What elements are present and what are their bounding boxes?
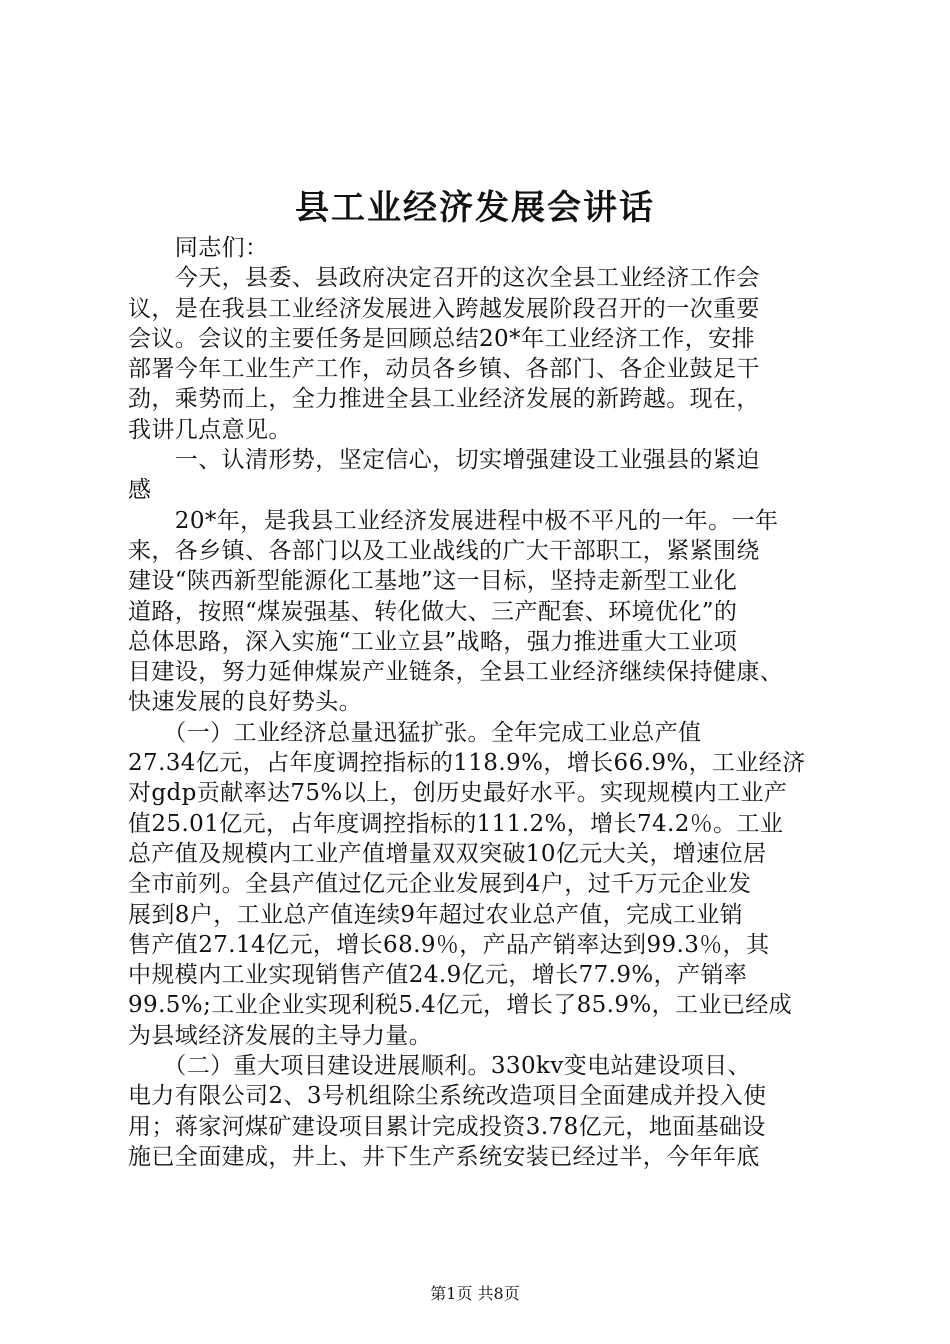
text-line: 会议。会议的主要任务是回顾总结20*年工业经济工作，安排 [128, 325, 755, 352]
text-line: 中规模内工业实现销售产值24.9亿元，增长77.9%，产销率 [128, 962, 748, 989]
text-line: 全市前列。全县产值过亿元企业发展到4户，过千万元企业发 [128, 871, 752, 898]
text-line: 今天，县委、县政府决定召开的这次全县工业经济工作会 [128, 265, 760, 292]
text-line: （二）重大项目建设进展顺利。330kv变电站建设项目、 [128, 1053, 751, 1080]
text-line: 部署今年工业生产工作，动员各乡镇、各部门、各企业鼓足干 [128, 356, 760, 383]
text-line: 劲，乘势而上，全力推进全县工业经济发展的新跨越。现在， [128, 386, 760, 413]
text-line: 建设“陕西新型能源化工基地”这一目标，坚持走新型工业化 [128, 568, 738, 595]
text-line: 道路，按照“煤炭强基、转化做大、三产配套、环境优化”的 [128, 598, 738, 625]
text-line: 总产值及规模内工业产值增量双双突破10亿元大关，增速位居 [128, 840, 767, 867]
text-line: 为县域经济发展的主导力量。 [128, 1022, 433, 1049]
text-line: 同志们： [128, 235, 269, 261]
text-line: 议，是在我县工业经济发展进入跨越发展阶段召开的一次重要 [128, 295, 760, 322]
text-line: 用；蒋家河煤矿建设项目累计完成投资3.78亿元，地面基础设 [128, 1113, 766, 1140]
text-line: 快速发展的良好势头。 [128, 689, 362, 716]
section-heading-line: 一、认清形势，坚定信心，切实增强建设工业强县的紧迫 [128, 447, 760, 474]
section-heading-line: 感 [128, 477, 152, 504]
text-line: 来，各乡镇、各部门以及工业战线的广大干部职工，紧紧围绕 [128, 537, 760, 564]
page-number-footer: 第1页 共8页 [430, 1284, 520, 1303]
document-body [128, 233, 828, 1172]
text-line: 值25.01亿元，占年度调控指标的111.2%，增长74.2％。工业 [128, 810, 784, 837]
text-line: （一）工业经济总量迅猛扩张。全年完成工业总产值 [128, 719, 702, 746]
text-line: 27.34亿元，占年度调控指标的118.9%，增长66.9%，工业经济 [128, 750, 806, 777]
text-line: 展到8户，工业总产值连续9年超过农业总产值，完成工业销 [128, 901, 744, 928]
text-line: 售产值27.14亿元，增长68.9％，产品产销率达到99.3％，其 [128, 931, 770, 958]
text-line: 总体思路，深入实施“工业立县”战略，强力推进重大工业项 [128, 628, 738, 655]
text-line: 对gdp贡献率达75%以上，创历史最好水平。实现规模内工业产 [128, 780, 788, 807]
document-title: 县工业经济发展会讲话 [295, 188, 655, 228]
text-line: 施已全面建成，井上、井下生产系统安装已经过半，今年年底 [128, 1143, 760, 1170]
text-line: 99.5%;工业企业实现利税5.4亿元，增长了85.9%，工业已经成 [128, 992, 793, 1019]
text-line: 我讲几点意见。 [128, 416, 292, 443]
text-line: 目建设，努力延伸煤炭产业链条，全县工业经济继续保持健康、 [128, 659, 784, 686]
text-line: 电力有限公司2、3号机组除尘系统改造项目全面建成并投入使 [128, 1083, 767, 1110]
text-line: 20*年，是我县工业经济发展进程中极不平凡的一年。一年 [128, 507, 779, 534]
